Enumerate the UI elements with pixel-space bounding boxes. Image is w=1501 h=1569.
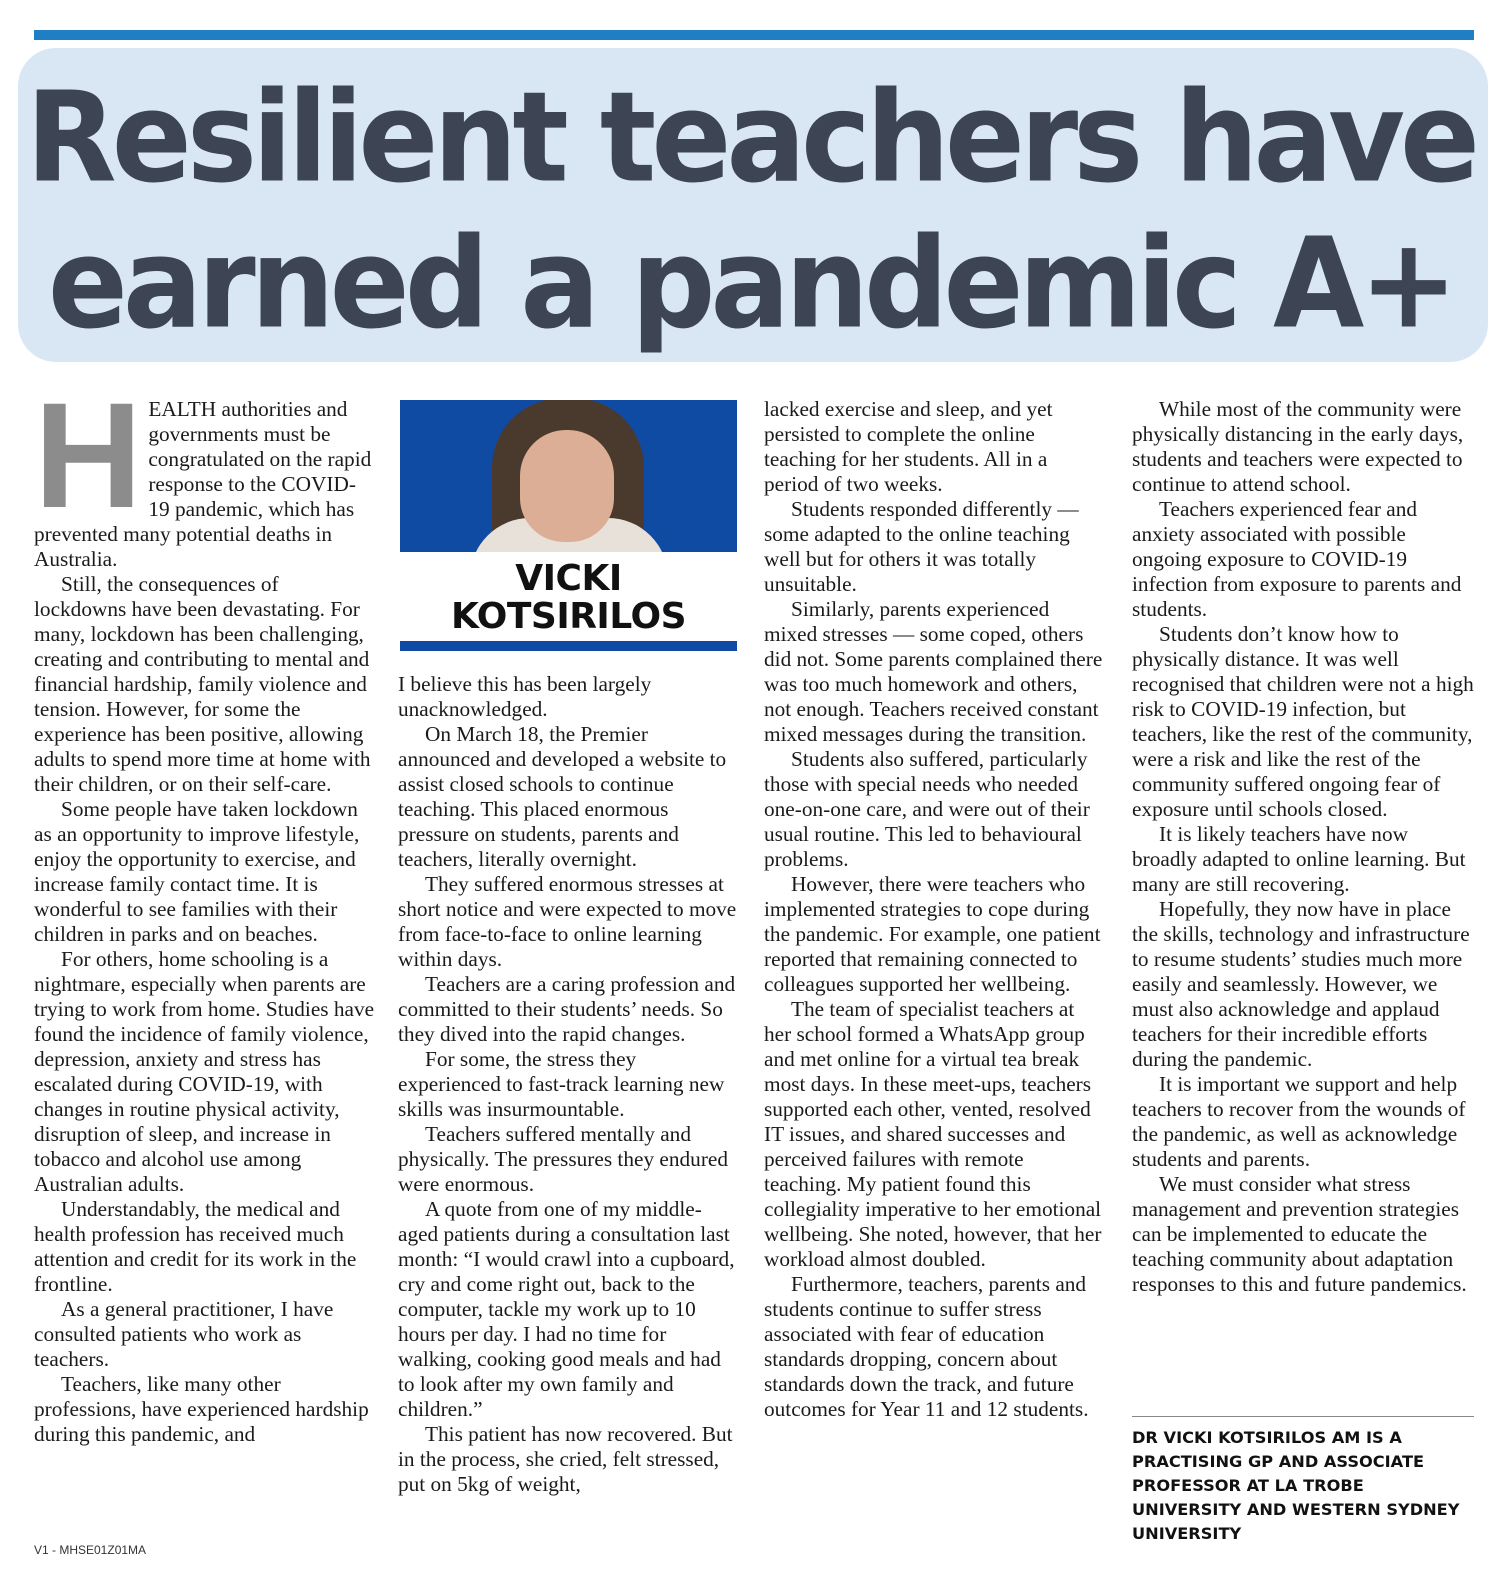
paragraph-text: EALTH authorities and governments must be congratulated on the rapid response to the COVID-19 pandemic, which has prevented many potential deaths in Australia. — [34, 397, 372, 571]
drop-cap: H — [34, 371, 143, 539]
top-accent-rule — [34, 30, 1474, 40]
headline-line-2: earned a pandemic A+ — [47, 209, 1454, 357]
paragraph: Still, the consequences of lockdowns have been devastating. For many, lockdown has been challenging, creating and contributing to mental and financial hardship, family violence and tension. However, for some the experience has been positive, allowing adults to spend more time at home with their children, or on their self-care. — [34, 572, 371, 796]
author-bio: DR VICKI KOTSIRILOS AM IS A PRACTISING GP AND ASSOCIATE PROFESSOR AT LA TROBE UNIVERSITY AND WESTERN SYDNEY UNIVERSITY — [1132, 1428, 1460, 1543]
paragraph: For others, home schooling is a nightmare, especially when parents are trying to work from home. Studies have found the incidence of family violence, depression, anxiety and stress has escalated during COVID-19, with changes in routine physical activity, disruption of sleep, and increase in tobacco and alcohol use among Australian adults. — [34, 947, 375, 1196]
paragraph: Students don’t know how to physically distance. It was well recognised that children were not a high risk to COVID-19 infection, but teachers, like the rest of the community, were a risk and like the rest of the community suffered ongoing fear of exposure until schools closed. — [1132, 622, 1474, 821]
author-name — [400, 560, 737, 636]
paragraph: While most of the community were physically distancing in the early days, students and teachers were expected to continue to attend school. — [1132, 397, 1464, 496]
paragraph: Teachers experienced fear and anxiety associated with possible ongoing exposure to COVID-19 infection from exposure to parents and students. — [1132, 497, 1462, 621]
author-last-name: KOTSIRILOS — [450, 596, 687, 637]
paragraph: Students also suffered, particularly those with special needs who needed one-on-one care, and were out of their usual routine. This led to behavioural problems. — [764, 747, 1090, 871]
page-code: V1 - MHSE01Z01MA — [34, 1543, 147, 1557]
paragraph: Understandably, the medical and health profession has received much attention and credit for its work in the frontline. — [34, 1197, 357, 1296]
paragraph: This patient has now recovered. But in the process, she cried, felt stressed, put on 5kg of weight, — [398, 1422, 733, 1496]
paragraph: They suffered enormous stresses at short notice and were expected to move from face-to-face to online learning within days. — [398, 872, 737, 971]
paragraph: However, there were teachers who implemented strategies to cope during the pandemic. For example, one patient reported that remaining connected to colleagues supported her wellbeing. — [764, 872, 1101, 996]
article-column-4 — [1132, 397, 1474, 1297]
paragraph: Teachers, like many other professions, have experienced hardship during this pandemic, and — [34, 1372, 369, 1446]
bio-divider — [1132, 1416, 1474, 1417]
paragraph: A quote from one of my middle-aged patients during a consultation last month: “I would crawl into a cupboard, cry and come right out, back to the computer, tackle my work up to 10 hours per day. I had no time for walking, cooking good meals and had to look after my own family and children.” — [398, 1197, 735, 1421]
paragraph: It is likely teachers have now broadly adapted to online learning. But many are still recovering. — [1132, 822, 1466, 896]
paragraph — [34, 371, 376, 572]
paragraph: Hopefully, they now have in place the skills, technology and infrastructure to resume students’ studies much more easily and seamlessly. However, we must also acknowledge and applaud teachers for their incredible efforts during the pandemic. — [1132, 897, 1470, 1071]
paragraph: Some people have taken lockdown as an opportunity to improve lifestyle, enjoy the opportunity to exercise, and increase family contact time. It is wonderful to see families with their children in parks and on beaches. — [34, 797, 360, 946]
article-column-3 — [764, 397, 1106, 1422]
paragraph: On March 18, the Premier announced and developed a website to assist closed schools to continue teaching. This placed enormous pressure on students, parents and teachers, literally overnight. — [398, 722, 727, 871]
paragraph: Students responded differently — some adapted to the online teaching well but for others it was totally unsuitable. — [764, 497, 1079, 596]
paragraph: The team of specialist teachers at her school formed a WhatsApp group and met online for a virtual tea break most days. In these meet-ups, teachers supported each other, vented, resolved IT issues, and shared successes and perceived failures with remote teaching. My patient found this collegiality imperative to her emotional wellbeing. She noted, however, that her workload almost doubled. — [764, 997, 1102, 1271]
author-first-name: VICKI — [515, 558, 622, 599]
paragraph: Similarly, parents experienced mixed stresses — some coped, others did not. Some parents complained there was too much homework and others, not enough. Teachers received constant mixed messages during the transition. — [764, 597, 1103, 746]
paragraph: lacked exercise and sleep, and yet persisted to complete the online teaching for her students. All in a period of two weeks. — [764, 397, 1053, 496]
article-column-1 — [34, 371, 376, 1447]
paragraph: Teachers suffered mentally and physically. The pressures they endured were enormous. — [398, 1122, 729, 1196]
headline — [0, 64, 1501, 356]
author-panel — [400, 400, 737, 652]
paragraph: I believe this has been largely unacknowledged. — [398, 672, 652, 721]
paragraph: As a general practitioner, I have consulted patients who work as teachers. — [34, 1297, 334, 1371]
author-photo — [400, 400, 737, 552]
article-column-2 — [398, 672, 740, 1497]
paragraph: For some, the stress they experienced to fast-track learning new skills was insurmountable. — [398, 1047, 725, 1121]
paragraph: Furthermore, teachers, parents and students continue to suffer stress associated with fear of education standards dropping, concern about standards down the track, and future outcomes for Year 11 and 12 students. — [764, 1272, 1089, 1421]
paragraph: We must consider what stress management and prevention strategies can be implemented to educate the teaching community about adaptation responses to this and future pandemics. — [1132, 1172, 1467, 1296]
headline-line-1: Resilient teachers have — [25, 63, 1476, 211]
author-underline-rule — [400, 641, 737, 651]
paragraph: It is important we support and help teachers to recover from the wounds of the pandemic, as well as acknowledge students and parents. — [1132, 1072, 1466, 1171]
paragraph: Teachers are a caring profession and committed to their students’ needs. So they dived into the rapid changes. — [398, 972, 736, 1046]
